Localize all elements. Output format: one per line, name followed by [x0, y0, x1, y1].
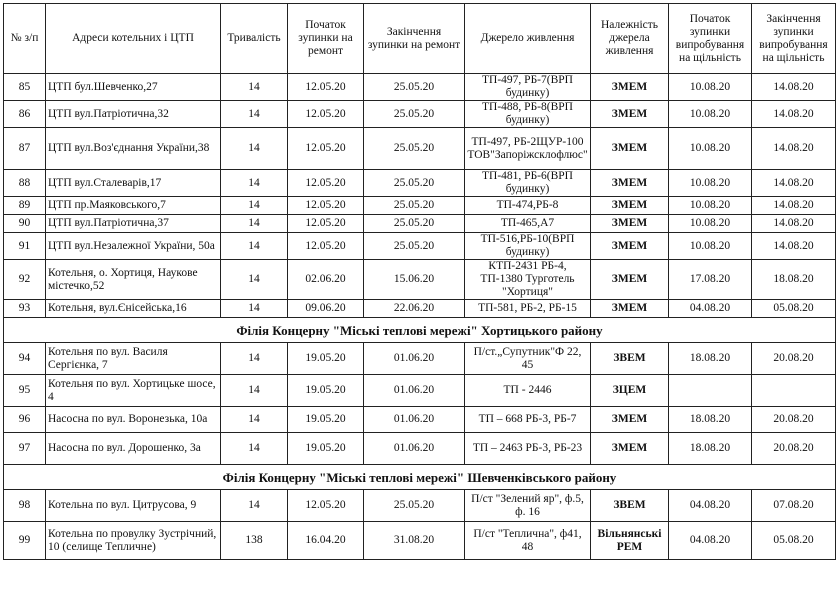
- section-row: [4, 465, 836, 490]
- cell-start: 12.05.20: [288, 128, 364, 170]
- cell-start: 19.05.20: [288, 375, 364, 407]
- cell-start: 02.06.20: [288, 260, 364, 300]
- cell-test-start: 04.08.20: [669, 300, 752, 318]
- cell-num: 90: [4, 215, 46, 233]
- cell-test-start: 17.08.20: [669, 260, 752, 300]
- cell-owner: ЗМЕМ: [591, 260, 669, 300]
- cell-num: 96: [4, 407, 46, 433]
- cell-duration: 14: [221, 197, 288, 215]
- cell-test-start: 18.08.20: [669, 433, 752, 465]
- section-title: Філія Концерну "Міські теплові мережі" Хортицького району: [4, 318, 836, 343]
- table-row: [4, 433, 836, 465]
- section-row: [4, 318, 836, 343]
- cell-end: 25.05.20: [364, 101, 465, 128]
- section-2: [4, 465, 836, 490]
- cell-start: 12.05.20: [288, 197, 364, 215]
- cell-start: 19.05.20: [288, 407, 364, 433]
- cell-start: 12.05.20: [288, 74, 364, 101]
- cell-address: ЦТП бул.Шевченко,27: [46, 74, 221, 101]
- header-owner: Належність джерела живлення: [591, 4, 669, 74]
- table-row: [4, 375, 836, 407]
- cell-address: Насосна по вул. Дорошенко, 3а: [46, 433, 221, 465]
- cell-source: ТП-481, РБ-6(ВРП будинку): [465, 170, 591, 197]
- cell-owner: ЗМЕМ: [591, 300, 669, 318]
- cell-test-start: [669, 375, 752, 407]
- cell-source: КТП-2431 РБ-4, ТП-1380 Турготель "Хортиця": [465, 260, 591, 300]
- cell-test-end: 14.08.20: [752, 101, 836, 128]
- cell-address: Насосна по вул. Воронезька, 10а: [46, 407, 221, 433]
- rows-group-c: [4, 490, 836, 560]
- cell-test-start: 10.08.20: [669, 128, 752, 170]
- table-row: [4, 128, 836, 170]
- cell-test-start: 10.08.20: [669, 197, 752, 215]
- cell-owner: ЗВЕМ: [591, 343, 669, 375]
- header-end: Закінчення зупинки на ремонт: [364, 4, 465, 74]
- cell-owner: ЗМЕМ: [591, 170, 669, 197]
- cell-duration: 14: [221, 260, 288, 300]
- cell-test-end: 14.08.20: [752, 170, 836, 197]
- header-start: Початок зупинки на ремонт: [288, 4, 364, 74]
- cell-owner: ЗМЕМ: [591, 74, 669, 101]
- cell-duration: 14: [221, 215, 288, 233]
- cell-num: 98: [4, 490, 46, 522]
- cell-test-start: 04.08.20: [669, 522, 752, 560]
- cell-test-end: 14.08.20: [752, 128, 836, 170]
- cell-num: 86: [4, 101, 46, 128]
- cell-num: 88: [4, 170, 46, 197]
- cell-duration: 138: [221, 522, 288, 560]
- cell-start: 19.05.20: [288, 433, 364, 465]
- cell-duration: 14: [221, 300, 288, 318]
- cell-test-end: 20.08.20: [752, 433, 836, 465]
- cell-test-end: 14.08.20: [752, 197, 836, 215]
- cell-address: ЦТП вул.Патріотична,37: [46, 215, 221, 233]
- cell-address: ЦТП вул.Сталеварів,17: [46, 170, 221, 197]
- header-source: Джерело живлення: [465, 4, 591, 74]
- cell-owner: ЗМЕМ: [591, 215, 669, 233]
- cell-source: ТП – 668 РБ-3, РБ-7: [465, 407, 591, 433]
- cell-start: 09.06.20: [288, 300, 364, 318]
- cell-start: 12.05.20: [288, 170, 364, 197]
- cell-duration: 14: [221, 343, 288, 375]
- cell-test-end: 05.08.20: [752, 300, 836, 318]
- cell-duration: 14: [221, 74, 288, 101]
- cell-test-start: 10.08.20: [669, 170, 752, 197]
- cell-num: 93: [4, 300, 46, 318]
- cell-address: Котельня, о. Хортиця, Наукове містечко,52: [46, 260, 221, 300]
- cell-num: 97: [4, 433, 46, 465]
- cell-test-end: 20.08.20: [752, 407, 836, 433]
- cell-end: 15.06.20: [364, 260, 465, 300]
- cell-num: 94: [4, 343, 46, 375]
- cell-num: 87: [4, 128, 46, 170]
- cell-address: Котельна по провулку Зустрічний, 10 (селище Тепличне): [46, 522, 221, 560]
- cell-duration: 14: [221, 101, 288, 128]
- cell-owner: ЗМЕМ: [591, 128, 669, 170]
- cell-test-start: 10.08.20: [669, 233, 752, 260]
- cell-duration: 14: [221, 170, 288, 197]
- header-address: Адреси котельних і ЦТП: [46, 4, 221, 74]
- repair-schedule-table: [3, 3, 836, 560]
- cell-owner: ЗЦЕМ: [591, 375, 669, 407]
- cell-test-start: 10.08.20: [669, 215, 752, 233]
- table-row: [4, 233, 836, 260]
- cell-test-start: 18.08.20: [669, 407, 752, 433]
- cell-end: 01.06.20: [364, 375, 465, 407]
- cell-test-start: 10.08.20: [669, 101, 752, 128]
- cell-duration: 14: [221, 375, 288, 407]
- cell-source: П/ст "Зелений яр", ф.5, ф. 16: [465, 490, 591, 522]
- cell-test-end: 18.08.20: [752, 260, 836, 300]
- cell-test-start: 10.08.20: [669, 74, 752, 101]
- table-row: [4, 101, 836, 128]
- table-row: [4, 260, 836, 300]
- cell-source: ТП-581, РБ-2, РБ-15: [465, 300, 591, 318]
- cell-duration: 14: [221, 128, 288, 170]
- cell-end: 31.08.20: [364, 522, 465, 560]
- cell-address: Котельна по вул. Цитрусова, 9: [46, 490, 221, 522]
- cell-source: ТП – 2463 РБ-3, РБ-23: [465, 433, 591, 465]
- cell-source: ТП - 2446: [465, 375, 591, 407]
- cell-owner: ЗМЕМ: [591, 433, 669, 465]
- cell-address: ЦТП вул.Незалежної України, 50а: [46, 233, 221, 260]
- cell-address: Котельня по вул. Василя Сергієнка, 7: [46, 343, 221, 375]
- cell-start: 12.05.20: [288, 233, 364, 260]
- cell-address: Котельня по вул. Хортицьке шосе, 4: [46, 375, 221, 407]
- cell-start: 16.04.20: [288, 522, 364, 560]
- cell-start: 19.05.20: [288, 343, 364, 375]
- header-test-start: Початок зупинки випробування на щільність: [669, 4, 752, 74]
- cell-address: Котельня, вул.Єнісейська,16: [46, 300, 221, 318]
- cell-end: 25.05.20: [364, 74, 465, 101]
- cell-address: ЦТП пр.Маяковського,7: [46, 197, 221, 215]
- cell-end: 25.05.20: [364, 215, 465, 233]
- cell-address: ЦТП вул.Патріотична,32: [46, 101, 221, 128]
- table-row: [4, 490, 836, 522]
- cell-test-end: 14.08.20: [752, 233, 836, 260]
- cell-source: ТП-474,РБ-8: [465, 197, 591, 215]
- cell-end: 25.05.20: [364, 233, 465, 260]
- cell-source: ТП-465,А7: [465, 215, 591, 233]
- cell-start: 12.05.20: [288, 490, 364, 522]
- cell-source: ТП-488, РБ-8(ВРП будинку): [465, 101, 591, 128]
- cell-end: 01.06.20: [364, 433, 465, 465]
- cell-test-end: [752, 375, 836, 407]
- cell-end: 25.05.20: [364, 128, 465, 170]
- cell-source: П/ст "Теплична", ф41, 48: [465, 522, 591, 560]
- cell-num: 89: [4, 197, 46, 215]
- cell-end: 25.05.20: [364, 490, 465, 522]
- cell-test-end: 14.08.20: [752, 74, 836, 101]
- table-row: [4, 300, 836, 318]
- cell-num: 99: [4, 522, 46, 560]
- section-1: [4, 318, 836, 343]
- cell-source: ТП-516,РБ-10(ВРП будинку): [465, 233, 591, 260]
- cell-start: 12.05.20: [288, 101, 364, 128]
- cell-source: П/ст.„Супутник"Ф 22, 45: [465, 343, 591, 375]
- rows-group-b: [4, 343, 836, 465]
- cell-end: 01.06.20: [364, 343, 465, 375]
- cell-test-end: 14.08.20: [752, 215, 836, 233]
- section-title: Філія Концерну "Міські теплові мережі" Шевченківського району: [4, 465, 836, 490]
- header-duration: Тривалість: [221, 4, 288, 74]
- cell-duration: 14: [221, 433, 288, 465]
- cell-owner: ЗМЕМ: [591, 407, 669, 433]
- cell-source: ТП-497, РБ-7(ВРП будинку): [465, 74, 591, 101]
- cell-owner: Вільнянські РЕМ: [591, 522, 669, 560]
- table-row: [4, 343, 836, 375]
- cell-owner: ЗМЕМ: [591, 233, 669, 260]
- cell-num: 91: [4, 233, 46, 260]
- cell-end: 25.05.20: [364, 170, 465, 197]
- cell-num: 95: [4, 375, 46, 407]
- cell-duration: 14: [221, 490, 288, 522]
- table-row: [4, 522, 836, 560]
- cell-start: 12.05.20: [288, 215, 364, 233]
- cell-owner: ЗМЕМ: [591, 197, 669, 215]
- cell-duration: 14: [221, 407, 288, 433]
- cell-owner: ЗМЕМ: [591, 101, 669, 128]
- cell-test-end: 20.08.20: [752, 343, 836, 375]
- table-row: [4, 215, 836, 233]
- cell-address: ЦТП вул.Воз'єднання України,38: [46, 128, 221, 170]
- cell-test-end: 05.08.20: [752, 522, 836, 560]
- cell-test-start: 04.08.20: [669, 490, 752, 522]
- header-num: № з/п: [4, 4, 46, 74]
- cell-end: 25.05.20: [364, 197, 465, 215]
- table-row: [4, 407, 836, 433]
- cell-end: 22.06.20: [364, 300, 465, 318]
- cell-owner: ЗВЕМ: [591, 490, 669, 522]
- header-test-end: Закінчення зупинки випробування на щільність: [752, 4, 836, 74]
- cell-num: 92: [4, 260, 46, 300]
- table-row: [4, 74, 836, 101]
- table-row: [4, 170, 836, 197]
- cell-duration: 14: [221, 233, 288, 260]
- cell-source: ТП-497, РБ-2ЩУР-100 ТОВ"Запоріжсклофлюс": [465, 128, 591, 170]
- cell-end: 01.06.20: [364, 407, 465, 433]
- rows-group-a: [4, 74, 836, 318]
- cell-num: 85: [4, 74, 46, 101]
- cell-test-end: 07.08.20: [752, 490, 836, 522]
- table-row: [4, 197, 836, 215]
- header-row: [4, 4, 836, 74]
- cell-test-start: 18.08.20: [669, 343, 752, 375]
